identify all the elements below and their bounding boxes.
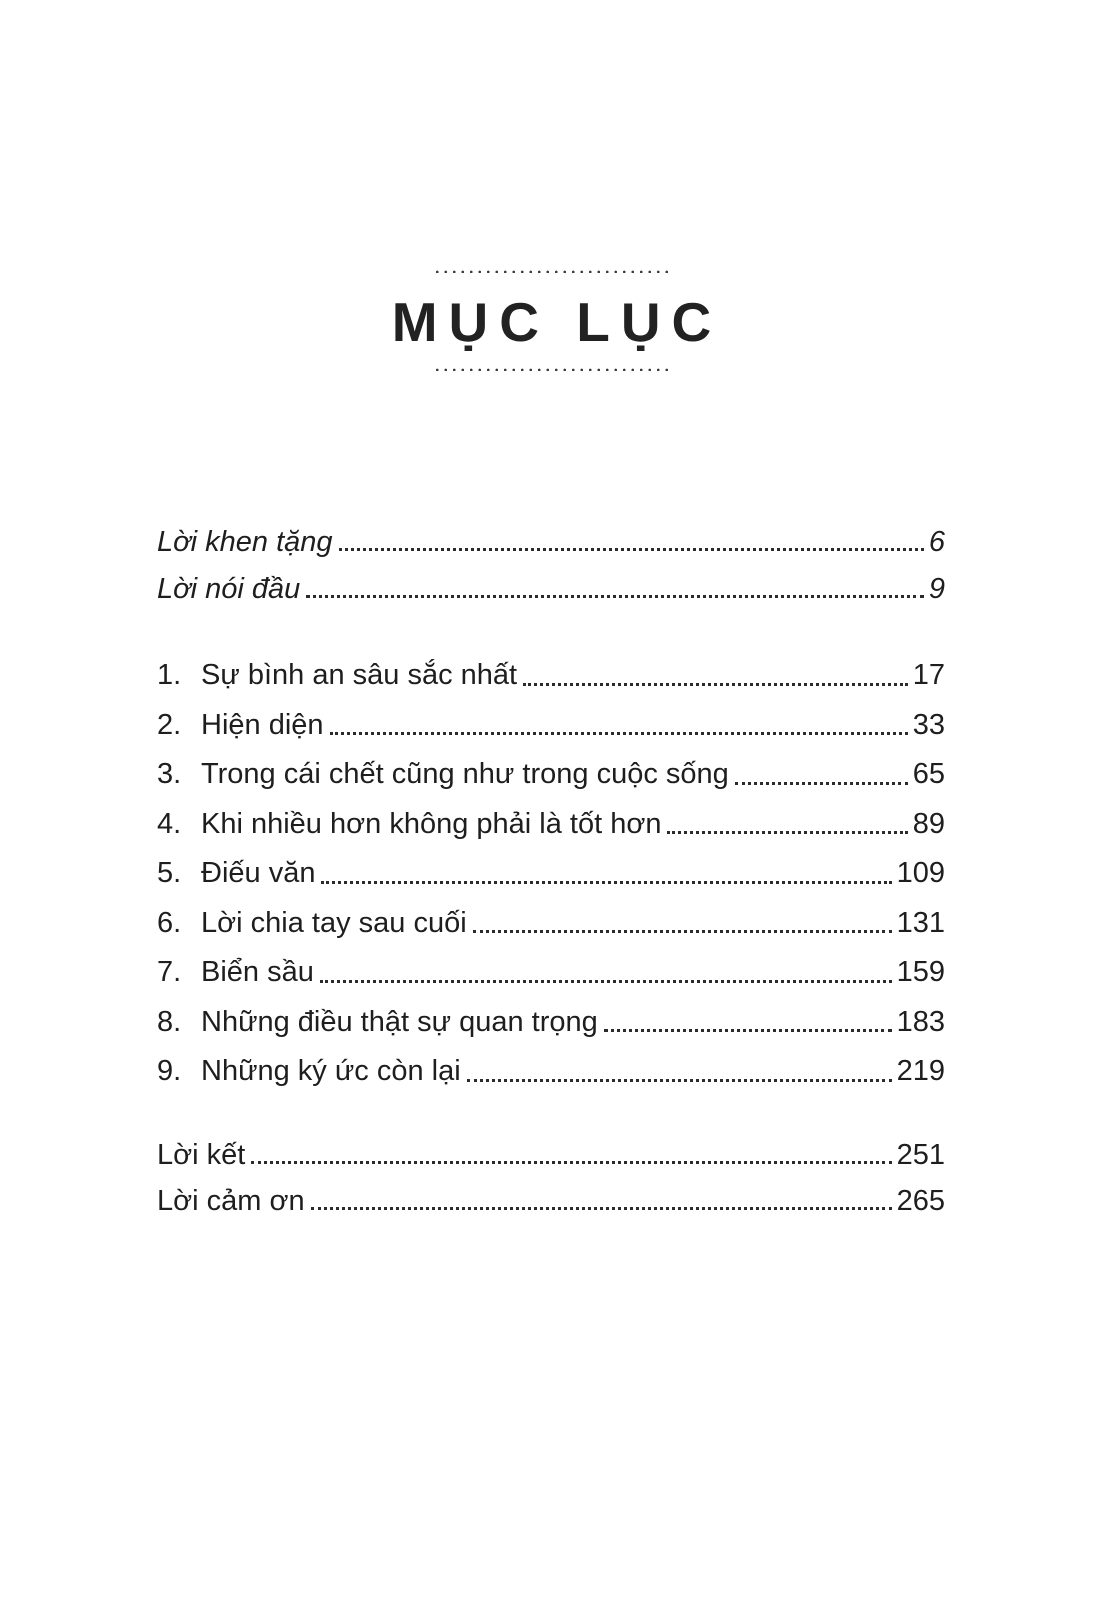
toc-leader-dots	[321, 881, 891, 884]
toc-entry-label: Khi nhiều hơn không phải là tốt hơn	[201, 807, 662, 840]
page-title: MỤC LỤC	[391, 291, 723, 353]
toc-entry-label: Lời cảm ơn	[157, 1185, 305, 1217]
toc-entry	[157, 750, 945, 800]
toc-entry-label: Điếu văn	[201, 857, 316, 890]
toc-leader-dots	[320, 980, 892, 983]
front-matter-list	[157, 519, 945, 613]
toc-entry	[157, 1133, 945, 1179]
toc-leader-dots	[251, 1161, 891, 1164]
toc-entry-number: 2.	[157, 708, 182, 741]
toc-entry-number: 1.	[157, 659, 182, 692]
toc-entry-label: Những điều thật sự quan trọng	[201, 1005, 598, 1038]
toc-leader-dots	[467, 1079, 892, 1082]
toc-entry	[157, 849, 945, 899]
toc-entry	[157, 800, 945, 850]
back-matter-list	[157, 1133, 945, 1225]
toc-entry-number: 5.	[157, 857, 182, 890]
toc-leader-dots	[339, 548, 924, 551]
toc-entry-page: 17	[912, 659, 945, 692]
title-dotted-rule-bottom	[433, 367, 671, 371]
toc-entry	[157, 651, 945, 701]
toc-entry-label: Những ký ức còn lại	[201, 1055, 461, 1088]
toc-entry	[157, 899, 945, 949]
toc-entry-page: 109	[896, 857, 945, 890]
toc-entry-label: Lời kết	[157, 1139, 246, 1171]
toc-entry-label: Trong cái chết cũng như trong cuộc sống	[201, 758, 729, 791]
title-dotted-rule-top	[433, 269, 671, 273]
chapter-list	[157, 651, 945, 1097]
toc-leader-dots	[311, 1207, 892, 1210]
toc-entry-number: 8.	[157, 1005, 182, 1038]
toc-leader-dots	[604, 1029, 892, 1032]
toc-entry-page: 33	[912, 708, 945, 741]
toc-leader-dots	[330, 732, 908, 735]
toc-entry-page: 183	[896, 1005, 945, 1038]
toc-entry-page: 251	[896, 1139, 945, 1171]
toc-entry-number: 7.	[157, 956, 182, 989]
toc-entry-page: 265	[896, 1185, 945, 1217]
toc-leader-dots	[306, 595, 924, 598]
toc-entry	[157, 1179, 945, 1225]
toc-entry-label: Hiện diện	[201, 708, 324, 741]
toc-entry	[157, 701, 945, 751]
toc-entry-page: 89	[912, 807, 945, 840]
toc-entry-number: 4.	[157, 807, 182, 840]
toc-entry-label: Biển sầu	[201, 956, 314, 989]
toc-entry-page: 219	[896, 1055, 945, 1088]
toc-entry-page: 65	[912, 758, 945, 791]
toc-entry-number: 3.	[157, 758, 182, 791]
toc-entry-page: 6	[928, 526, 945, 558]
toc-entry-page: 159	[896, 956, 945, 989]
toc-entry	[157, 998, 945, 1048]
toc-entry-label: Sự bình an sâu sắc nhất	[201, 659, 518, 692]
toc-entry-number: 6.	[157, 906, 182, 939]
toc-leader-dots	[473, 930, 892, 933]
toc-entry-label: Lời nói đầu	[157, 573, 301, 605]
toc-entry-label: Lời khen tặng	[157, 526, 333, 558]
toc-entry-page: 131	[896, 906, 945, 939]
table-of-contents	[157, 519, 945, 1225]
title-block	[0, 0, 1103, 371]
toc-entry	[157, 519, 945, 566]
toc-entry-number: 9.	[157, 1055, 182, 1088]
toc-entry-label: Lời chia tay sau cuối	[201, 906, 467, 939]
toc-entry	[157, 1047, 945, 1097]
toc-entry	[157, 948, 945, 998]
toc-entry-page: 9	[928, 573, 945, 605]
toc-leader-dots	[523, 683, 908, 686]
toc-leader-dots	[735, 782, 908, 785]
toc-entry	[157, 566, 945, 613]
toc-leader-dots	[667, 831, 907, 834]
